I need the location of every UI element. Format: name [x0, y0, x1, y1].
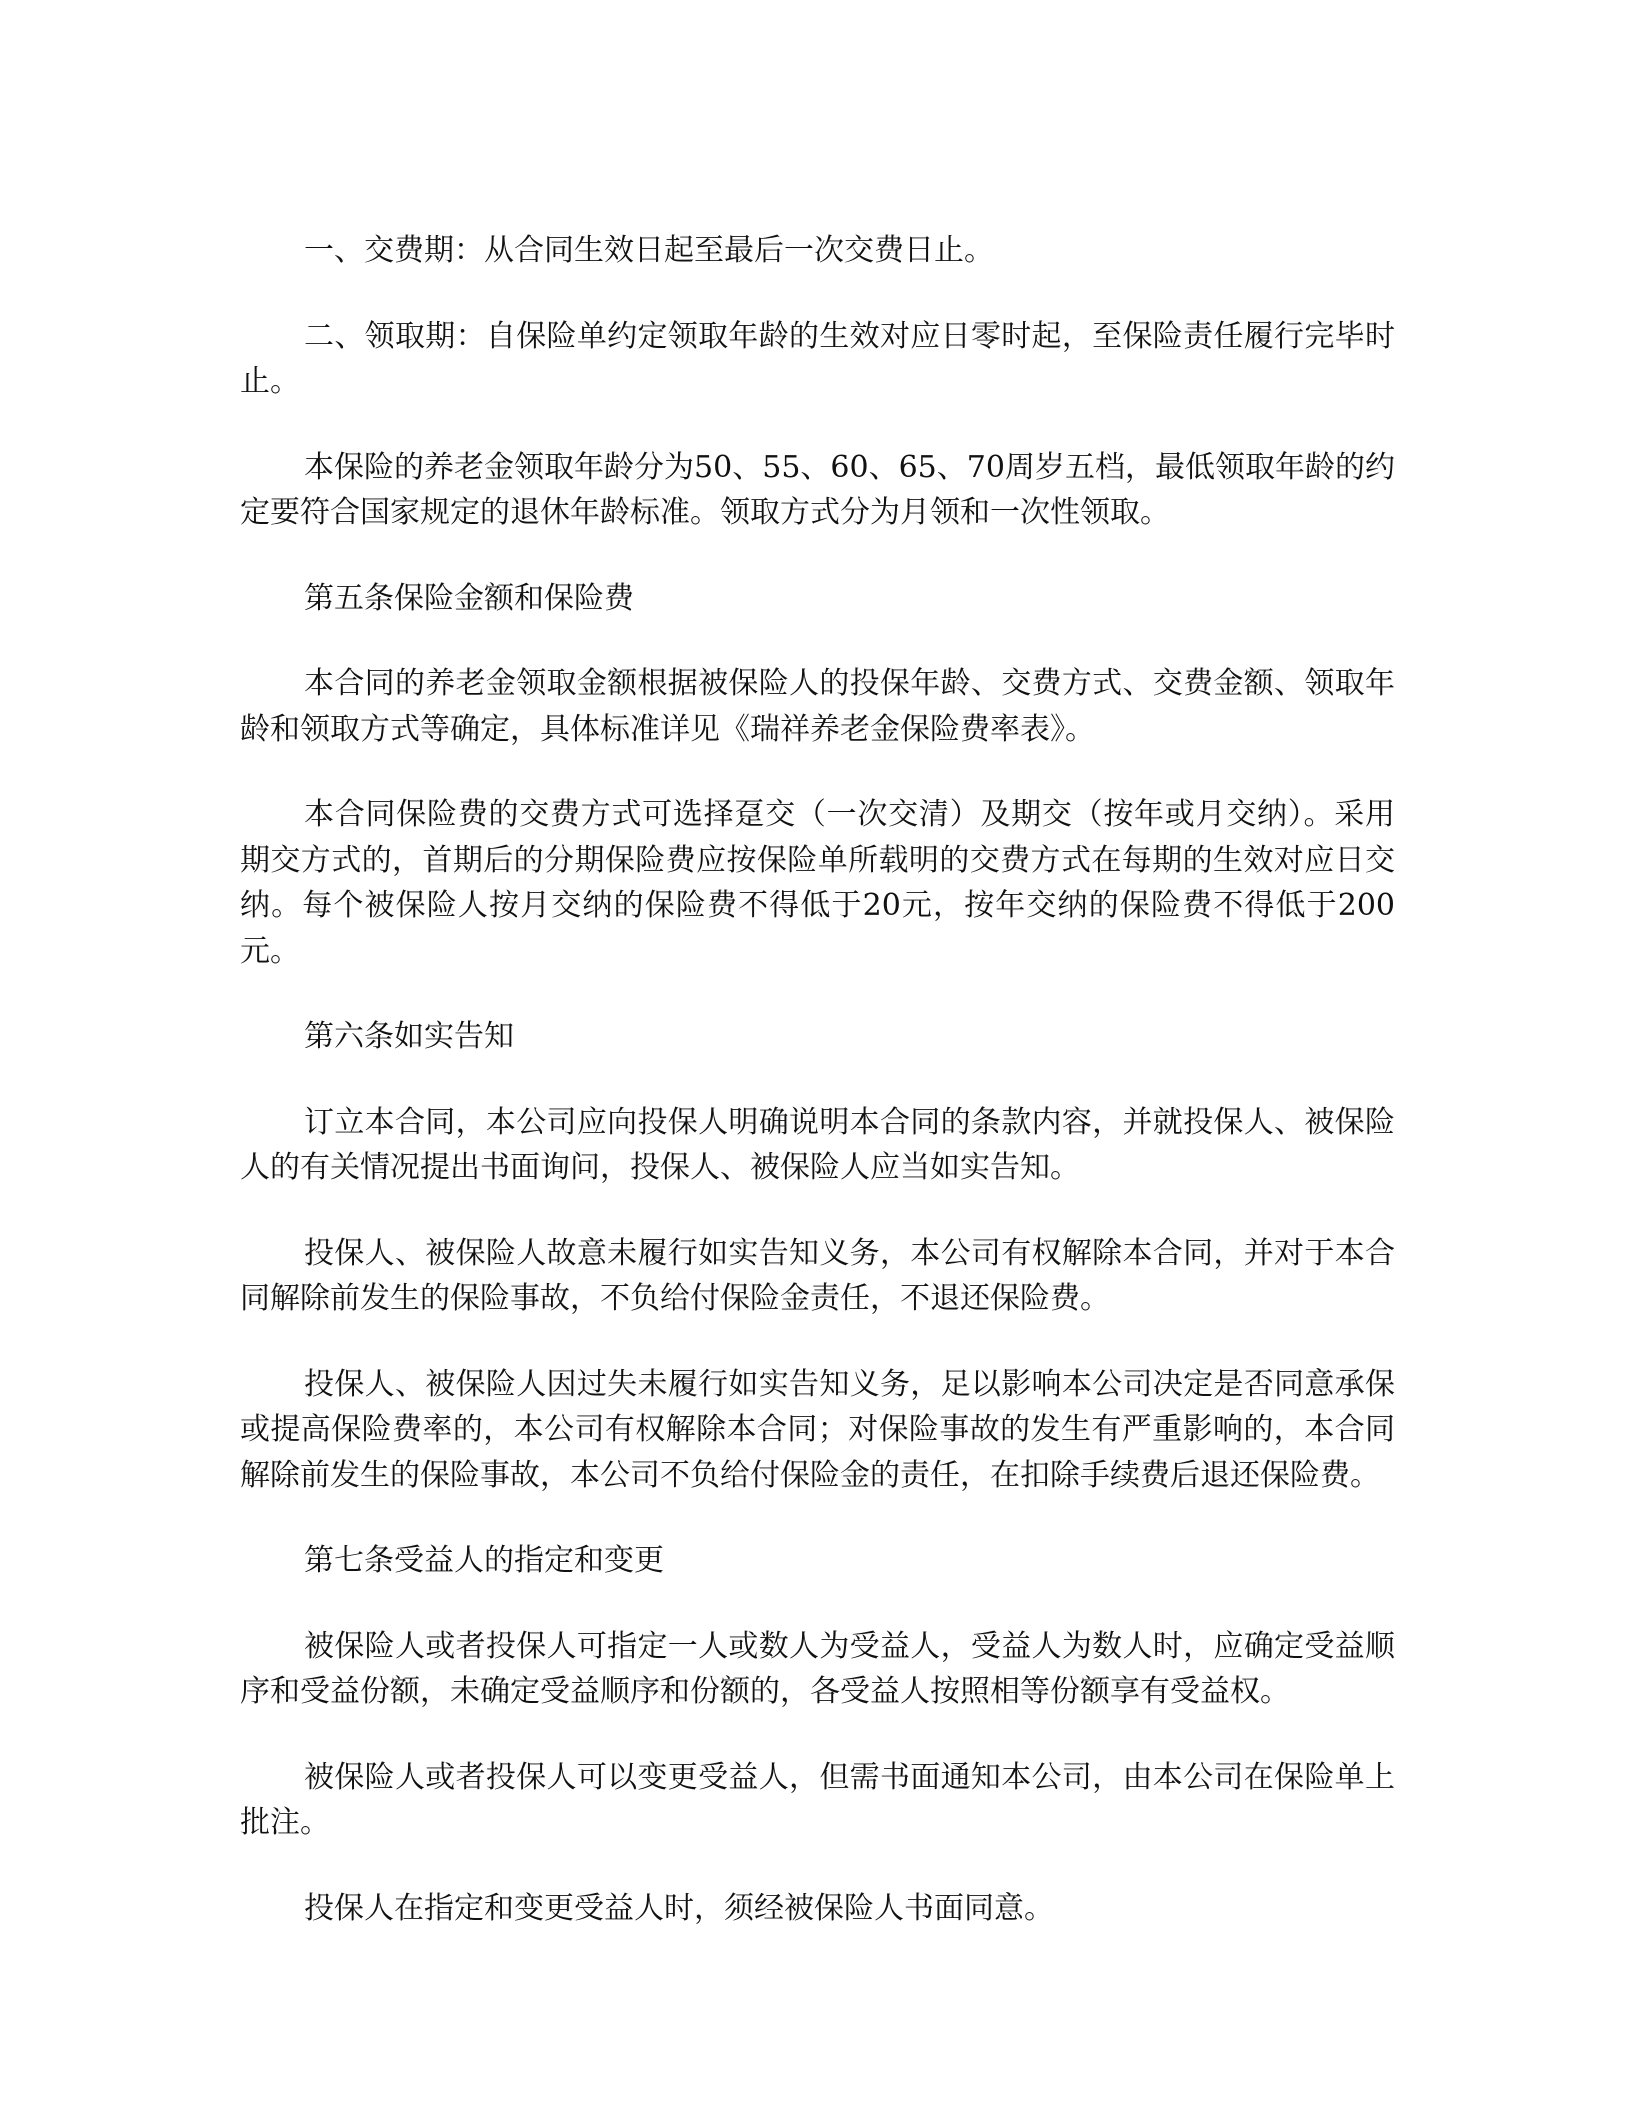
paragraph-intentional-nondisclosure: 投保人、被保险人故意未履行如实告知义务，本公司有权解除本合同，并对于本合同解除前发生的保险事故，不负给付保险金责任，不退还保险费。	[240, 1235, 1395, 1316]
paragraph-premium-payment: 本合同保险费的交费方式可选择趸交（一次交清）及期交（按年或月交纳）。采用期交方式的，首期后的分期保险费应按保险单所载明的交费方式在每期的生效对应日交纳。每个被保险人按月交纳的保险费不得低于20元，按年交纳的保险费不得低于200元。	[240, 797, 1395, 969]
document-body	[240, 228, 1395, 1971]
paragraph-claim-period: 二、领取期：自保险单约定领取年龄的生效对应日零时起，至保险责任履行完毕时止。	[240, 318, 1395, 399]
heading-article-5: 第五条保险金额和保险费	[304, 580, 634, 616]
paragraph-payment-period: 一、交费期：从合同生效日起至最后一次交费日止。	[304, 233, 994, 268]
paragraph-beneficiary-consent: 投保人在指定和变更受益人时，须经被保险人书面同意。	[304, 1890, 1054, 1926]
paragraph-disclosure-inquiry: 订立本合同，本公司应向投保人明确说明本合同的条款内容，并就投保人、被保险人的有关情况提出书面询问，投保人、被保险人应当如实告知。	[240, 1104, 1395, 1185]
paragraph-pension-amount: 本合同的养老金领取金额根据被保险人的投保年龄、交费方式、交费金额、领取年龄和领取方式等确定，具体标准详见《瑞祥养老金保险费率表》。	[240, 666, 1395, 747]
paragraph-negligent-nondisclosure: 投保人、被保险人因过失未履行如实告知义务，足以影响本公司决定是否同意承保或提高保险费率的，本公司有权解除本合同；对保险事故的发生有严重影响的，本合同解除前发生的保险事故，本公司不负给付保险金的责任，在扣除手续费后退还保险费。	[240, 1366, 1395, 1493]
heading-article-7: 第七条受益人的指定和变更	[304, 1543, 664, 1578]
paragraph-beneficiary-change: 被保险人或者投保人可以变更受益人，但需书面通知本公司，由本公司在保险单上批注。	[240, 1759, 1395, 1840]
heading-article-6: 第六条如实告知	[304, 1019, 514, 1054]
paragraph-beneficiary-designation: 被保险人或者投保人可指定一人或数人为受益人，受益人为数人时，应确定受益顺序和受益份额，未确定受益顺序和份额的，各受益人按照相等份额享有受益权。	[240, 1628, 1395, 1709]
paragraph-pension-age: 本保险的养老金领取年龄分为50、55、60、65、70周岁五档，最低领取年龄的约定要符合国家规定的退休年龄标准。领取方式分为月领和一次性领取。	[240, 449, 1395, 530]
